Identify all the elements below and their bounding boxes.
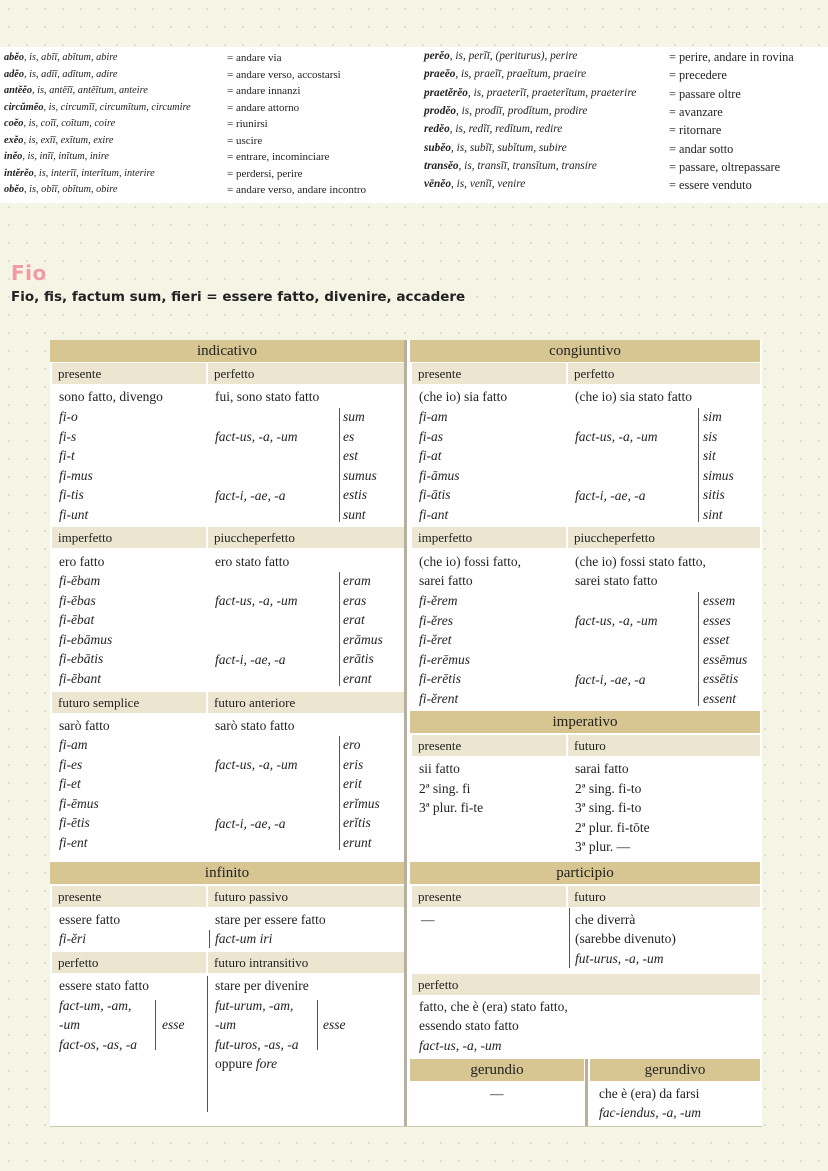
- column-divider: [404, 340, 407, 1127]
- aux-cell: es: [343, 428, 355, 444]
- cong-ppf-bracket: [698, 592, 699, 706]
- form-cell: fi-ĕres: [419, 612, 453, 628]
- imp-fut-l2: 2ª sing. fi-to: [575, 781, 642, 796]
- inf-futi-f4: oppure fore: [215, 1056, 278, 1071]
- aux-cell: erit: [343, 776, 362, 792]
- ind-futa-bracket: [339, 736, 340, 850]
- aux-cell: esses: [703, 612, 731, 628]
- cl-verb-forms: , is, coĭī, coĭtum, coire: [23, 118, 116, 129]
- ger-val: —: [490, 1086, 504, 1101]
- cl-meaning: = riunirsi: [227, 118, 268, 130]
- ind-fut-head: futuro semplice: [52, 692, 206, 713]
- band-indicativo: indicativo: [50, 340, 404, 362]
- form-cell: fi-o: [59, 409, 78, 424]
- cl-verb-lemma: abĕo: [4, 52, 25, 63]
- cr-verb-forms: , is, praeĭī, praeĭtum, praeire: [455, 68, 587, 81]
- inf-futi-esse: esse: [323, 1017, 346, 1032]
- cl-verb-lemma: exĕo: [4, 134, 24, 146]
- cr-verb-forms: , is, perĭī, (periturus), perire: [449, 50, 578, 62]
- part-fut-head: futuro: [568, 886, 760, 907]
- cong-impf-head: imperfetto: [412, 527, 566, 548]
- imp-fut-l3: 3ª sing. fi-to: [575, 800, 642, 815]
- cr-verb-lemma: vēnĕo: [424, 178, 451, 191]
- cl-verb: [4, 135, 113, 146]
- cl-verb-forms: , is, circumĭī, circumĭtum, circumire: [43, 101, 191, 113]
- inf-perf-head: perfetto: [52, 952, 206, 973]
- form-cell: fi-es: [59, 756, 83, 772]
- cr-meaning: = perire, andare in rovina: [669, 50, 794, 64]
- form-cell: fi-ētis: [59, 815, 90, 831]
- ind-futa-head: futuro anteriore: [208, 692, 404, 713]
- cl-meaning: = andare via: [227, 52, 282, 64]
- cr-meaning: = essere venduto: [669, 178, 752, 193]
- cl-verb: [4, 102, 191, 113]
- ind-ppf-mean: ero stato fatto: [215, 554, 290, 569]
- cong-pres-mean: (che io) sia fatto: [419, 389, 508, 404]
- cl-verb-forms: , is, exĭī, exĭtum, exire: [23, 134, 114, 146]
- cr-meaning: = ritornare: [669, 123, 722, 138]
- inf-futi-f2: -um: [215, 1017, 236, 1032]
- cr-verb-forms: , is, transĭī, transĭtum, transire: [458, 159, 597, 172]
- cr-meaning: = precedere: [669, 68, 727, 83]
- form-cell: fi-erētis: [419, 671, 461, 687]
- inf-futp-form: fact-um iri: [215, 931, 273, 946]
- form-cell: fi-et: [59, 776, 81, 792]
- inf-perf-bracket: [155, 1000, 156, 1050]
- cl-verb-lemma: obĕo: [4, 184, 25, 195]
- part-fut-l3: fut-urus, -a, -um: [575, 951, 664, 966]
- aux-cell: erant: [343, 671, 372, 686]
- cr-verb-lemma: transĕo: [424, 159, 459, 172]
- cl-meaning: = andare verso, accostarsi: [227, 68, 341, 81]
- cr-verb-forms: , is, subĭī, subĭtum, subire: [451, 141, 567, 154]
- cl-verb-lemma: coĕo: [4, 118, 24, 129]
- aux-cell: erat: [343, 612, 365, 628]
- cr-verb-forms: , is, redĭī, redĭtum, redire: [449, 123, 563, 136]
- cr-verb: [424, 105, 587, 117]
- aux-cell: erāmus: [343, 631, 383, 647]
- form-cell: fi-erēmus: [419, 651, 470, 667]
- cl-verb-forms: , is, abĭī, abĭtum, abire: [24, 52, 118, 63]
- inf-perf-mean: essere stato fatto: [59, 978, 149, 993]
- cong-impf-mean2: sarei fatto: [419, 573, 473, 588]
- part-fut-bar: [569, 908, 570, 968]
- imp-fut-l4: 2ª plur. fi-tōte: [575, 820, 650, 835]
- cr-verb-lemma: perĕo: [424, 50, 450, 62]
- aux-cell: erĭtis: [343, 815, 371, 831]
- cl-verb-lemma: circŭmĕo: [4, 101, 44, 113]
- imp-pres-l2: 2ª sing. fi: [419, 781, 471, 796]
- cong-perf-head: perfetto: [568, 363, 760, 384]
- band-infinito: infinito: [50, 862, 404, 884]
- aux-cell: sum: [343, 409, 365, 424]
- form-cell: fi-ēmus: [59, 795, 99, 811]
- inf-perf-f2: -um: [59, 1017, 80, 1032]
- cl-verb-forms: , is, interĭī, interĭtum, interire: [33, 167, 155, 179]
- imp-pres-l1: sii fatto: [419, 761, 460, 776]
- aux-cell: sis: [703, 428, 718, 444]
- cl-meaning: = andare attorno: [227, 101, 300, 114]
- form-cell: fi-ant: [419, 507, 449, 522]
- cr-verb: [424, 142, 567, 154]
- ind-ppf-head: piuccheperfetto: [208, 527, 404, 548]
- aux-cell: eram: [343, 573, 371, 588]
- imp-pres-head: presente: [412, 735, 566, 756]
- page-title: Fio: [11, 261, 47, 285]
- aux-cell: sunt: [343, 507, 366, 522]
- inf-pres-mean: essere fatto: [59, 912, 121, 927]
- cl-verb: [4, 151, 109, 162]
- ind-fut-mean: sarò fatto: [59, 718, 110, 733]
- cong-perf-bracket: [698, 408, 699, 522]
- gerv-l2: fac-iendus, -a, -um: [599, 1105, 701, 1120]
- form-cell: fi-ātis: [419, 487, 451, 503]
- cr-verb: [424, 68, 586, 80]
- form-cell: fi-am: [59, 737, 88, 752]
- cr-verb-lemma: praetĕrĕo: [424, 86, 468, 99]
- ind-futa-mean: sarò stato fatto: [215, 718, 295, 733]
- aux-cell: eras: [343, 592, 367, 608]
- gerv-l1: che è (era) da farsi: [599, 1086, 700, 1101]
- aux-cell: sitis: [703, 487, 725, 503]
- form-cell: fi-ĕrent: [419, 691, 459, 706]
- cl-verb-lemma: adĕo: [4, 68, 25, 80]
- part-perf-head: perfetto: [412, 974, 760, 995]
- aux-cell: sumus: [343, 467, 377, 483]
- cl-meaning: = perdersi, perire: [227, 167, 303, 180]
- ind-perf-head: perfetto: [208, 363, 404, 384]
- aux-cell: essent: [703, 691, 736, 706]
- part-pres-val: —: [421, 912, 435, 927]
- cong-impf-mean1: (che io) fossi fatto,: [419, 554, 521, 569]
- cr-meaning: = passare, oltrepassare: [669, 159, 781, 174]
- form-cell: fi-ent: [59, 835, 88, 850]
- ind-pres-mean: sono fatto, divengo: [59, 389, 163, 404]
- cr-verb: [424, 160, 597, 172]
- inf-futp-mean: stare per essere fatto: [215, 912, 326, 927]
- cl-meaning: = andare verso, andare incontro: [227, 184, 367, 196]
- ind-ppf-stem2: fact-i, -ae, -a: [215, 652, 286, 667]
- aux-cell: essēmus: [703, 651, 748, 667]
- imp-fut-l5: 3ª plur. —: [575, 839, 631, 854]
- cl-verb: [4, 168, 155, 179]
- form-cell: fi-mus: [59, 467, 93, 483]
- cr-verb-lemma: prodĕo: [424, 104, 457, 117]
- cl-verb: [4, 184, 117, 195]
- cong-ppf-stem1: fact-us, -a, -um: [575, 613, 658, 628]
- cong-pres-head: presente: [412, 363, 566, 384]
- ind-perf-stem1: fact-us, -a, -um: [215, 429, 298, 444]
- band-imperativo: imperativo: [410, 711, 760, 733]
- cl-verb-forms: , is, antĕĭī, antĕĭtum, anteire: [32, 85, 148, 96]
- cl-meaning: = uscire: [227, 134, 263, 147]
- inf-futp-head: futuro passivo: [208, 886, 404, 907]
- cl-verb: [4, 52, 117, 63]
- inf-col-divider: [207, 976, 208, 1112]
- form-cell: fi-ĕret: [419, 632, 452, 648]
- inf-fore: fore: [255, 1056, 278, 1071]
- cl-verb: [4, 69, 117, 80]
- cl-verb: [4, 118, 115, 129]
- form-cell: fi-unt: [59, 507, 89, 522]
- aux-cell: est: [343, 448, 358, 464]
- inf-pres-head: presente: [52, 886, 206, 907]
- cr-meaning: = passare oltre: [669, 86, 741, 101]
- band-participio: participio: [410, 862, 760, 884]
- band-gerundio: gerundio: [410, 1059, 584, 1081]
- part-fut-l1: che diverrà: [575, 912, 636, 927]
- form-cell: fi-ēbat: [59, 612, 95, 628]
- ind-ppf-bracket: [339, 572, 340, 686]
- cl-verb-forms: , is, inĭī, inĭtum, inire: [22, 151, 109, 162]
- aux-cell: eris: [343, 756, 364, 772]
- aux-cell: sit: [703, 448, 716, 464]
- imp-pres-l3: 3ª plur. fi-te: [419, 800, 484, 815]
- inf-perf-esse: esse: [162, 1017, 185, 1032]
- inf-futi-mean: stare per divenire: [215, 978, 309, 993]
- band-gerundivo: gerundivo: [590, 1059, 760, 1081]
- ind-perf-stem2: fact-i, -ae, -a: [215, 488, 286, 503]
- form-cell: fi-as: [419, 428, 444, 444]
- ind-impf-head: imperfetto: [52, 527, 206, 548]
- aux-cell: esset: [703, 632, 730, 648]
- cong-ppf-head: piuccheperfetto: [568, 527, 760, 548]
- cr-verb-lemma: subĕo: [424, 141, 451, 154]
- part-pres-head: presente: [412, 886, 566, 907]
- cl-verb: [4, 85, 148, 96]
- ind-perf-mean: fui, sono stato fatto: [215, 389, 320, 404]
- cr-verb-lemma: praeĕo: [424, 68, 456, 81]
- cl-meaning: = entrare, incominciare: [227, 151, 330, 163]
- ind-pres-head: presente: [52, 363, 206, 384]
- inf-perf-f1: fact-um, -am,: [59, 998, 132, 1013]
- part-fut-l2: (sarebbe divenuto): [575, 931, 676, 946]
- ind-impf-mean: ero fatto: [59, 554, 105, 569]
- cr-verb: [424, 178, 525, 190]
- cong-perf-mean: (che io) sia stato fatto: [575, 389, 692, 404]
- part-perf-l1: fatto, che è (era) stato fatto,: [419, 999, 568, 1014]
- cong-ppf-mean1: (che io) fossi stato fatto,: [575, 554, 706, 569]
- imp-fut-l1: sarai fatto: [575, 761, 629, 776]
- form-cell: fi-at: [419, 448, 442, 464]
- ind-futa-stem1: fact-us, -a, -um: [215, 757, 298, 772]
- ind-futa-stem2: fact-i, -ae, -a: [215, 816, 286, 831]
- aux-cell: sint: [703, 507, 723, 522]
- form-cell: fi-ēbant: [59, 671, 101, 686]
- form-cell: fi-s: [59, 428, 77, 444]
- imp-fut-head: futuro: [568, 735, 760, 756]
- cong-ppf-stem2: fact-i, -ae, -a: [575, 672, 646, 687]
- form-cell: fi-ĕrem: [419, 593, 458, 608]
- cr-verb-forms: , is, prodĭī, prodĭtum, prodire: [456, 104, 588, 117]
- inf-futp-bar: [209, 930, 210, 948]
- cr-verb-forms: , is, praeterĭī, praeterĭtum, praeterire: [467, 86, 637, 99]
- cr-meaning: = avanzare: [669, 104, 723, 119]
- cr-verb: [424, 50, 577, 62]
- cl-verb-forms: , is, adĭī, adĭtum, adire: [24, 68, 118, 80]
- form-cell: fi-am: [419, 409, 448, 424]
- part-perf-l2: essendo stato fatto: [419, 1018, 519, 1033]
- aux-cell: sim: [703, 409, 722, 424]
- ind-perf-bracket: [339, 408, 340, 522]
- cl-verb-lemma: inĕo: [4, 151, 23, 162]
- cl-verb-lemma: intĕrĕo: [4, 167, 34, 179]
- form-cell: fi-ēbas: [59, 592, 96, 608]
- cr-verb-lemma: redĕo: [424, 123, 450, 136]
- cr-meaning: = andar sotto: [669, 141, 734, 156]
- cong-perf-stem2: fact-i, -ae, -a: [575, 488, 646, 503]
- aux-cell: erātis: [343, 651, 374, 667]
- cr-verb: [424, 123, 562, 135]
- cl-verb-lemma: antĕĕo: [4, 85, 33, 96]
- form-cell: fi-ebātis: [59, 651, 104, 667]
- cl-meaning: = andare innanzi: [227, 85, 301, 97]
- inf-futi-f1: fut-urum, -am,: [215, 998, 294, 1013]
- cong-perf-stem1: fact-us, -a, -um: [575, 429, 658, 444]
- aux-cell: simus: [703, 467, 734, 483]
- form-cell: fi-ēbam: [59, 573, 101, 588]
- table-bottom-rule: [50, 1126, 762, 1127]
- ger-divider: [585, 1059, 588, 1127]
- cl-verb-forms: , is, obĭī, obĭtum, obire: [24, 184, 118, 195]
- aux-cell: ero: [343, 737, 361, 752]
- cr-verb: [424, 87, 636, 99]
- form-cell: fi-ebāmus: [59, 631, 113, 647]
- inf-futi-bracket: [317, 1000, 318, 1050]
- cong-ppf-mean2: sarei stato fatto: [575, 573, 658, 588]
- aux-cell: essem: [703, 593, 736, 608]
- inf-futi-f3: fut-uros, -as, -a: [215, 1037, 299, 1052]
- inf-pres-form: fi-ĕri: [59, 931, 86, 946]
- ind-ppf-stem1: fact-us, -a, -um: [215, 593, 298, 608]
- inf-futi-head: futuro intransitivo: [208, 952, 404, 973]
- band-congiuntivo: congiuntivo: [410, 340, 760, 362]
- aux-cell: erunt: [343, 835, 372, 850]
- aux-cell: estis: [343, 487, 368, 503]
- part-perf-l3: fact-us, -a, -um: [419, 1038, 502, 1053]
- form-cell: fi-āmus: [419, 467, 460, 483]
- cr-verb-forms: , is, venĭī, venire: [450, 178, 526, 191]
- aux-cell: essētis: [703, 671, 739, 687]
- page-subtitle: Fio, fis, factum sum, fieri = essere fatto, divenire, accadere: [11, 289, 466, 305]
- inf-perf-f3: fact-os, -as, -a: [59, 1037, 137, 1052]
- aux-cell: erĭmus: [343, 795, 380, 811]
- form-cell: fi-tis: [59, 487, 84, 503]
- form-cell: fi-t: [59, 448, 75, 464]
